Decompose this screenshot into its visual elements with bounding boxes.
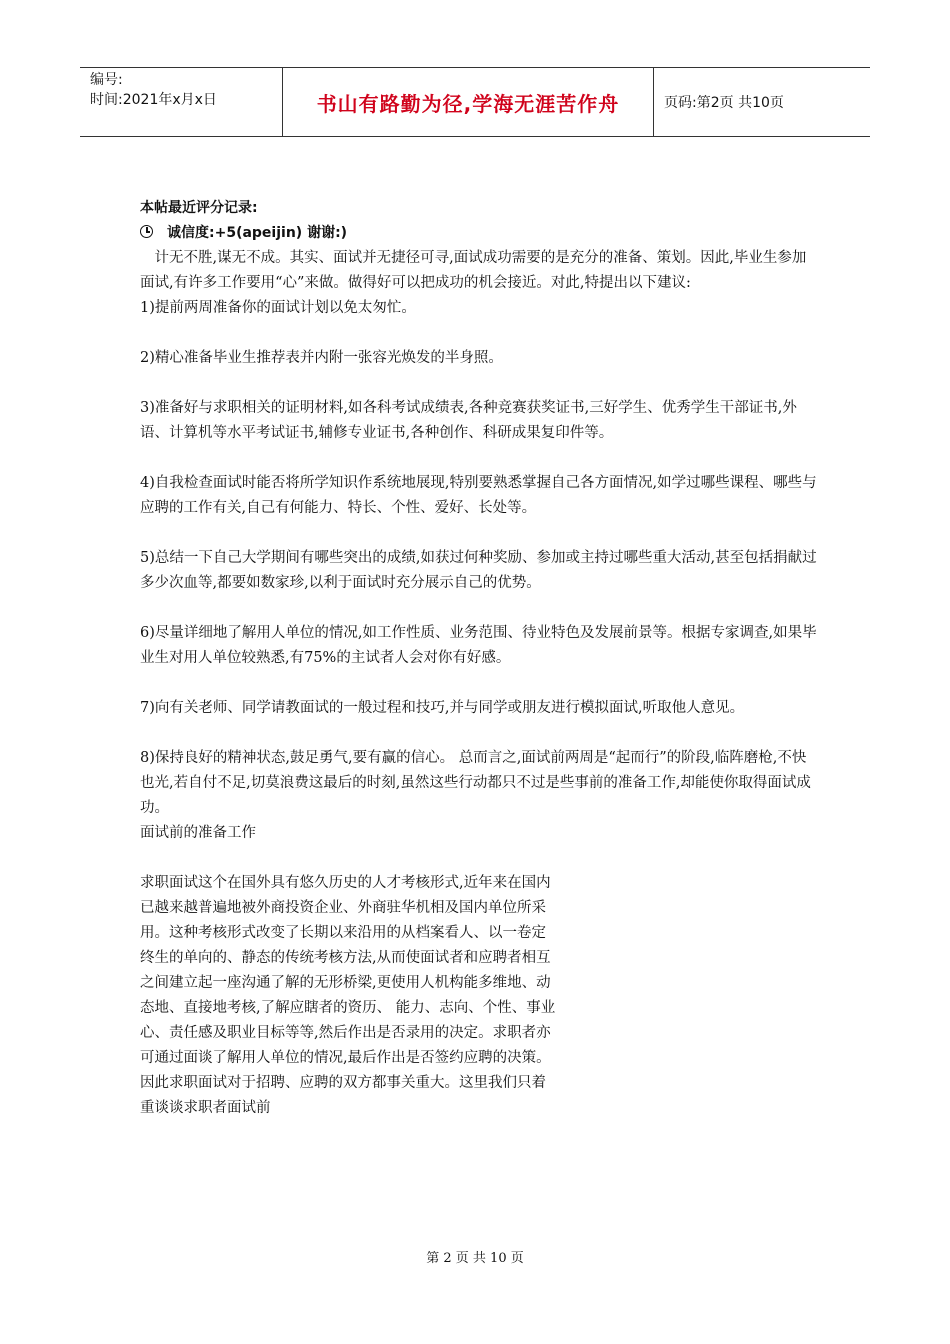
page-footer: 第 2 页 共 10 页 [426, 1251, 524, 1266]
list-item: 4)自我检查面试时能否将所学知识作系统地展现,特别要熟悉掌握自己各方面情况,如学过哪些课程、哪些与应聘的工作有关,自己有何能力、特长、个性、爱好、长处等。 [140, 475, 817, 516]
list-item: 1)提前两周准备你的面试计划以免太匆忙。 [140, 300, 416, 316]
rating-title: 本帖最近评分记录: [140, 200, 258, 216]
list-item: 6)尽量详细地了解用人单位的情况,如工作性质、业务范围、待业特色及发展前景等。根据专家调查,如果毕业生对用人单位较熟悉,有75%的主试者人会对你有好感。 [140, 625, 817, 666]
intro-paragraph: 计无不胜,谋无不成。其实、面试并无捷径可寻,面试成功需要的是充分的准备、策划。因此,毕业生参加面试,有许多工作要用“心”来做。做得好可以把成功的机会接近。对此,特提出以下建议: [140, 250, 807, 291]
page-header [80, 67, 870, 137]
list-item: 7)向有关老师、同学请教面试的一般过程和技巧,并与同学或朋友进行模拟面试,听取他人意见。 [140, 700, 745, 716]
list-item: 5)总结一下自己大学期间有哪些突出的成绩,如获过何种奖励、参加或主持过哪些重大活动,甚至包括捐献过多少次血等,都要如数家珍,以利于面试时充分展示自己的优势。 [140, 550, 817, 591]
header-page-info: 页码:第2页 共10页 [664, 95, 784, 111]
header-meta [80, 68, 283, 136]
section-body: 求职面试这个在国外具有悠久历史的人才考核形式,近年来在国内已越来越普遍地被外商投资企业、外商驻华机相及国内单位所采用。这种考核形式改变了长期以来沿用的从档案看人、以一卷定终生的单向的、静态的传统考核方法,从而使面试者和应聘者相互之间建立起一座沟通了解的无形桥梁,更使用人机构能多维地、动态地、直接地考核,了解应瞎者的资历、 能力、志向、个性、事业心、责任感及职业目标等等,然后作出是否录用的决定。求职者亦可通过面谈了解用人单位的情况,最后作出是否签约应聘的决策。因此求职面试对于招聘、应聘的双方都事关重大。这里我们只着重谈谈求职者面试前 [140, 875, 556, 1116]
list-item: 8)保持良好的精神状态,鼓足勇气,要有赢的信心。 总而言之,面试前两周是“起而行”的阶段,临阵磨枪,不快也光,若自付不足,切莫浪费这最后的时刻,虽然这些行动都只不过是些事前的准备工作,却能使你取得面试成功。 [140, 750, 811, 816]
header-motto: 书山有路勤为径,学海无涯苦作舟 [283, 68, 654, 136]
document-body [140, 196, 820, 1121]
clock-icon [140, 225, 153, 238]
section-title: 面试前的准备工作 [140, 825, 256, 841]
rating-line [140, 221, 820, 246]
list-item: 3)准备好与求职相关的证明材料,如各科考试成绩表,各种竞赛获奖证书,三好学生、优秀学生干部证书,外语、计算机等水平考试证书,辅修专业证书,各种创作、科研成果复印件等。 [140, 400, 797, 441]
document-date: 时间:2021年x月x日 [90, 92, 217, 108]
document-number-label: 编号: [90, 72, 123, 88]
rating-text: 诚信度:+5(apeijin) 谢谢:) [167, 225, 348, 241]
list-item: 2)精心准备毕业生推荐表并内附一张容光焕发的半身照。 [140, 350, 503, 366]
